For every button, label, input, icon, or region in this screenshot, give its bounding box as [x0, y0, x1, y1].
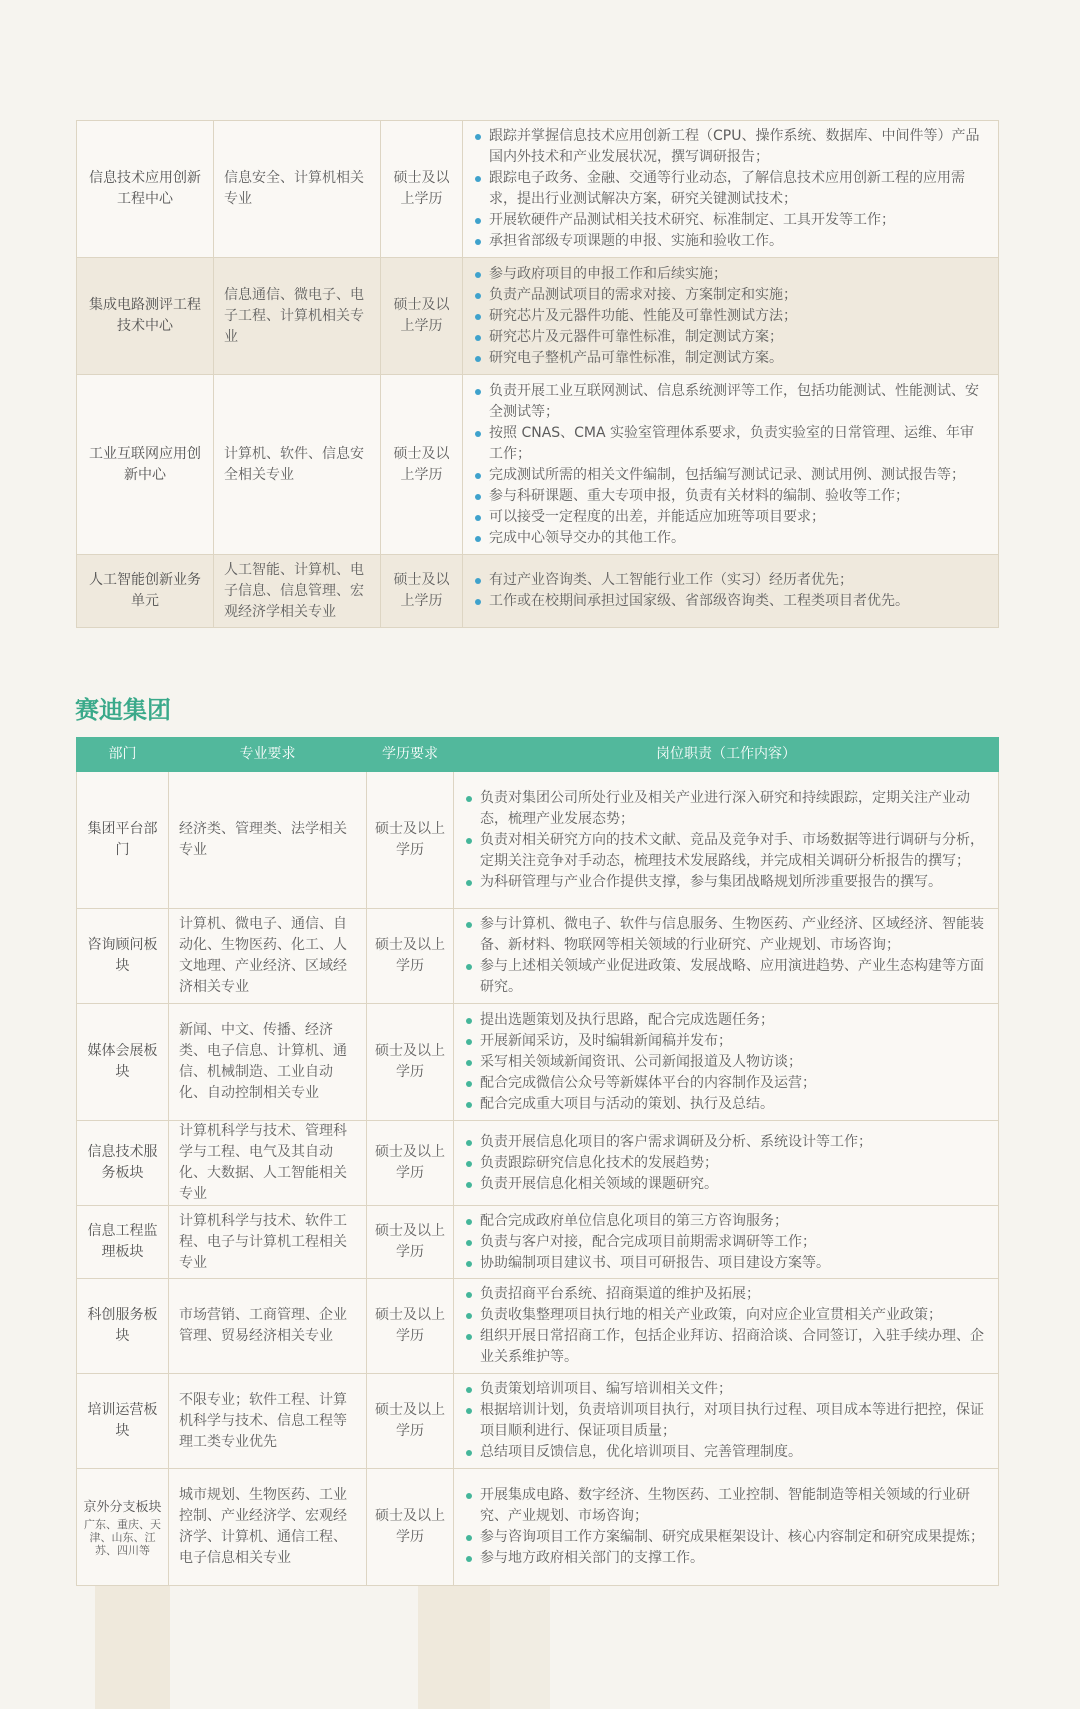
duty-text: 负责产品测试项目的需求对接、方案制定和实施；	[489, 286, 797, 303]
duty-item	[475, 210, 986, 231]
duty-text: 可以接受一定程度的出差，并能适应加班等项目要求；	[489, 508, 825, 525]
major-requirement: 信息通信、微电子、电子工程、计算机相关专业	[214, 258, 381, 375]
header-duty: 岗位职责（工作内容）	[454, 738, 999, 772]
dept-cell	[77, 121, 214, 258]
duty-list	[475, 570, 986, 612]
bullet-dot-icon	[466, 1535, 472, 1541]
bullet-dot-icon	[466, 796, 472, 802]
dept-name: 集团平台部门	[87, 821, 158, 858]
duty-item	[466, 1132, 986, 1153]
duty-text: 开展集成电路、数字经济、生物医药、工业控制、智能制造等相关领域的行业研究、产业规划、市场咨询；	[480, 1487, 970, 1524]
duty-item	[466, 1253, 986, 1274]
table-row	[77, 555, 999, 628]
duty-item	[466, 1211, 986, 1232]
duty-cell	[454, 1279, 999, 1374]
duty-text: 根据培训计划，负责培训项目执行，对项目执行过程、项目成本等进行把控，保证项目顺利进行、保证项目质量；	[480, 1402, 984, 1439]
major-requirement: 计算机科学与技术、软件工程、电子与计算机工程相关专业	[169, 1206, 367, 1279]
duty-cell	[454, 1004, 999, 1121]
duty-list	[466, 1379, 986, 1463]
duty-item	[466, 1031, 986, 1052]
education-requirement: 硕士及以上学历	[381, 375, 463, 555]
duty-text: 负责招商平台系统、招商渠道的维护及拓展；	[480, 1286, 760, 1302]
duty-text: 参与上述相关领域产业促进政策、发展战略、应用演进趋势、产业生态构建等方面研究。	[480, 958, 984, 995]
duty-cell	[463, 375, 999, 555]
table-row	[77, 258, 999, 375]
duty-text: 负责开展信息化项目的客户需求调研及分析、系统设计等工作；	[480, 1133, 872, 1150]
duty-list	[475, 126, 986, 252]
duty-item	[475, 507, 986, 528]
duty-text: 配合完成政府单位信息化项目的第三方咨询服务；	[480, 1212, 788, 1229]
duty-item	[466, 1052, 986, 1073]
table-row	[77, 909, 999, 1004]
dept-name: 信息技术应用创新工程中心	[89, 170, 201, 207]
duty-text: 研究电子整机产品可靠性标准，制定测试方案。	[489, 349, 783, 366]
duty-item	[475, 327, 986, 348]
dept-name: 京外分支板块	[83, 1499, 162, 1515]
bullet-dot-icon	[475, 314, 481, 320]
job-table-research-centers	[76, 120, 999, 628]
bullet-dot-icon	[475, 389, 481, 395]
duty-item	[466, 1379, 986, 1400]
duty-list	[466, 1010, 986, 1115]
dept-cell	[77, 1121, 169, 1206]
duty-cell	[454, 1374, 999, 1469]
education-requirement: 硕士及以上学历	[367, 1121, 454, 1206]
duty-text: 负责策划培训项目、编写培训相关文件；	[480, 1381, 732, 1397]
table-row	[77, 772, 999, 909]
major-requirement: 经济类、管理类、法学相关专业	[169, 772, 367, 909]
dept-cell	[77, 1374, 169, 1469]
bullet-dot-icon	[466, 1182, 472, 1188]
duty-item	[475, 486, 986, 507]
duty-item	[466, 1548, 986, 1569]
duty-text: 参与科研课题、重大专项申报，负责有关材料的编制、验收等工作；	[489, 487, 909, 504]
duty-item	[475, 528, 986, 549]
dept-locations: 广东、重庆、天津、山东、江苏、四川等	[84, 1517, 161, 1557]
table-row	[77, 1279, 999, 1374]
bullet-dot-icon	[475, 536, 481, 542]
duty-text: 负责对相关研究方向的技术文献、竞品及竞争对手、市场数据等进行调研与分析，定期关注竞争对手动态，梳理技术发展路线，并完成相关调研分析报告的撰写；	[480, 831, 984, 869]
duty-item	[466, 914, 986, 956]
duty-item	[466, 872, 986, 893]
bullet-dot-icon	[466, 1408, 472, 1414]
duty-item	[475, 381, 986, 423]
duty-item	[475, 591, 986, 612]
duty-item	[466, 1400, 986, 1442]
dept-name: 培训运营板块	[87, 1402, 158, 1439]
major-requirement: 城市规划、生物医药、工业控制、产业经济学、宏观经济学、计算机、通信工程、电子信息相关专业	[169, 1469, 367, 1586]
duty-item	[466, 1326, 986, 1368]
duty-text: 跟踪并掌握信息技术应用创新工程（CPU、操作系统、数据库、中间件等）产品国内外技术和产业发展状况，撰写调研报告；	[489, 128, 980, 165]
duty-item	[466, 788, 986, 830]
duty-list	[466, 914, 986, 998]
table-body	[77, 121, 999, 628]
duty-text: 承担省部级专项课题的申报、实施和验收工作。	[489, 233, 783, 249]
education-requirement: 硕士及以上学历	[367, 1279, 454, 1374]
dept-cell	[77, 909, 169, 1004]
header-dept: 部门	[77, 738, 169, 772]
duty-text: 研究芯片及元器件功能、性能及可靠性测试方法；	[489, 307, 797, 324]
duty-text: 负责开展工业互联网测试、信息系统测评等工作，包括功能测试、性能测试、安全测试等；	[489, 382, 979, 420]
duty-text: 按照 CNAS、CMA 实验室管理体系要求，负责实验室的日常管理、运维、年审工作；	[489, 424, 975, 462]
duty-text: 工作或在校期间承担过国家级、省部级咨询类、工程类项目者优先。	[489, 593, 909, 609]
duty-item	[475, 465, 986, 486]
duty-text: 配合完成微信公众号等新媒体平台的内容制作及运营；	[480, 1074, 816, 1091]
table-row	[77, 1374, 999, 1469]
duty-text: 采写相关领域新闻资讯、公司新闻报道及人物访谈；	[480, 1053, 802, 1070]
duty-text: 参与政府项目的申报工作和后续实施；	[489, 265, 727, 282]
dept-cell	[77, 772, 169, 909]
header-edu: 学历要求	[367, 738, 454, 772]
education-requirement: 硕士及以上学历	[367, 1374, 454, 1469]
duty-text: 参与计算机、微电子、软件与信息服务、生物医药、产业经济、区域经济、智能装备、新材料、物联网等相关领域的行业研究、产业规划、市场咨询；	[480, 916, 984, 953]
bullet-dot-icon	[466, 1556, 472, 1562]
duty-item	[466, 1174, 986, 1195]
bullet-dot-icon	[466, 964, 472, 970]
duty-text: 负责跟踪研究信息化技术的发展趋势；	[480, 1154, 718, 1171]
duty-text: 为科研管理与产业合作提供支撑，参与集团战略规划所涉重要报告的撰写。	[480, 873, 942, 890]
dept-cell	[77, 1279, 169, 1374]
bullet-dot-icon	[466, 1060, 472, 1066]
duty-item	[475, 570, 986, 591]
duty-text: 参与咨询项目工作方案编制、研究成果框架设计、核心内容制定和研究成果提炼；	[480, 1529, 984, 1545]
duty-list	[466, 788, 986, 893]
duty-list	[466, 1485, 986, 1569]
education-requirement: 硕士及以上学历	[367, 1469, 454, 1586]
bullet-dot-icon	[466, 1261, 472, 1267]
table-row	[77, 1121, 999, 1206]
duty-list	[466, 1132, 986, 1195]
dept-name: 人工智能创新业务单元	[89, 572, 201, 609]
dept-cell	[77, 555, 214, 628]
duty-item	[475, 231, 986, 252]
duty-item	[466, 1442, 986, 1463]
duty-item	[475, 264, 986, 285]
duty-item	[466, 1094, 986, 1115]
dept-name: 信息技术服务板块	[87, 1144, 158, 1181]
duty-text: 组织开展日常招商工作，包括企业拜访、招商洽谈、合同签订，入驻手续办理、企业关系维护等。	[480, 1328, 984, 1365]
duty-list	[466, 1284, 986, 1368]
education-requirement: 硕士及以上学历	[367, 909, 454, 1004]
bullet-dot-icon	[466, 1334, 472, 1340]
bullet-dot-icon	[475, 515, 481, 521]
duty-cell	[463, 258, 999, 375]
education-requirement: 硕士及以上学历	[367, 1206, 454, 1279]
bullet-dot-icon	[466, 1313, 472, 1319]
bullet-dot-icon	[466, 1387, 472, 1393]
dept-cell	[77, 1206, 169, 1279]
dept-cell	[77, 375, 214, 555]
bullet-dot-icon	[466, 1140, 472, 1146]
bullet-dot-icon	[466, 922, 472, 928]
dept-cell	[77, 1469, 169, 1586]
duty-list	[475, 381, 986, 549]
major-requirement: 计算机、软件、信息安全相关专业	[214, 375, 381, 555]
major-requirement: 不限专业；软件工程、计算机科学与技术、信息工程等理工类专业优先	[169, 1374, 367, 1469]
bullet-dot-icon	[475, 599, 481, 605]
education-requirement: 硕士及以上学历	[381, 555, 463, 628]
bullet-dot-icon	[466, 1240, 472, 1246]
table-row	[77, 375, 999, 555]
major-requirement: 计算机、微电子、通信、自动化、生物医药、化工、人文地理、产业经济、区域经济相关专业	[169, 909, 367, 1004]
duty-text: 完成中心领导交办的其他工作。	[489, 529, 685, 546]
duty-text: 完成测试所需的相关文件编制，包括编写测试记录、测试用例、测试报告等；	[489, 466, 965, 483]
bullet-dot-icon	[475, 335, 481, 341]
dept-cell	[77, 1004, 169, 1121]
duty-cell	[463, 121, 999, 258]
header-major: 专业要求	[169, 738, 367, 772]
education-requirement: 硕士及以上学历	[381, 121, 463, 258]
duty-text: 总结项目反馈信息，优化培训项目、完善管理制度。	[480, 1444, 802, 1460]
bullet-dot-icon	[466, 1018, 472, 1024]
duty-list	[475, 264, 986, 369]
duty-item	[466, 830, 986, 872]
duty-item	[466, 956, 986, 998]
bullet-dot-icon	[466, 1039, 472, 1045]
duty-text: 提出选题策划及执行思路，配合完成选题任务；	[480, 1011, 774, 1028]
duty-cell	[463, 555, 999, 628]
duty-text: 负责开展信息化相关领域的课题研究。	[480, 1175, 718, 1192]
bullet-dot-icon	[475, 176, 481, 182]
education-requirement: 硕士及以上学历	[381, 258, 463, 375]
table-row	[77, 1206, 999, 1279]
bullet-dot-icon	[475, 356, 481, 362]
dept-name: 媒体会展板块	[87, 1043, 158, 1080]
bullet-dot-icon	[475, 218, 481, 224]
duty-item	[466, 1485, 986, 1527]
bullet-dot-icon	[475, 272, 481, 278]
major-requirement: 人工智能、计算机、电子信息、信息管理、宏观经济学相关专业	[214, 555, 381, 628]
table-header-row	[77, 738, 999, 772]
bullet-dot-icon	[466, 1493, 472, 1499]
bullet-dot-icon	[475, 494, 481, 500]
dept-name: 科创服务板块	[87, 1307, 158, 1344]
major-requirement: 计算机科学与技术、管理科学与工程、电气及其自动化、大数据、人工智能相关专业	[169, 1121, 367, 1206]
duty-item	[466, 1527, 986, 1548]
table-row	[77, 1004, 999, 1121]
bullet-dot-icon	[475, 134, 481, 140]
dept-cell	[77, 258, 214, 375]
bullet-dot-icon	[466, 1081, 472, 1087]
duty-item	[475, 126, 986, 168]
major-requirement: 新闻、中文、传播、经济类、电子信息、计算机、通信、机械制造、工业自动化、自动控制相关专业	[169, 1004, 367, 1121]
bullet-dot-icon	[466, 1161, 472, 1167]
duty-list	[466, 1211, 986, 1274]
major-requirement: 市场营销、工商管理、企业管理、贸易经济相关专业	[169, 1279, 367, 1374]
bullet-dot-icon	[466, 1450, 472, 1456]
duty-cell	[454, 909, 999, 1004]
dept-name: 集成电路测评工程技术中心	[89, 297, 201, 334]
duty-item	[466, 1305, 986, 1326]
duty-item	[475, 306, 986, 327]
duty-text: 协助编制项目建议书、项目可研报告、项目建设方案等。	[480, 1254, 830, 1271]
duty-item	[475, 285, 986, 306]
dept-name: 信息工程监理板块	[87, 1223, 158, 1260]
duty-text: 参与地方政府相关部门的支撑工作。	[480, 1550, 704, 1566]
duty-cell	[454, 772, 999, 909]
duty-item	[466, 1232, 986, 1253]
education-requirement: 硕士及以上学历	[367, 1004, 454, 1121]
table-row	[77, 1469, 999, 1586]
duty-item	[466, 1153, 986, 1174]
duty-text: 负责收集整理项目执行地的相关产业政策，向对应企业宣贯相关产业政策；	[480, 1307, 942, 1323]
duty-cell	[454, 1121, 999, 1206]
bullet-dot-icon	[475, 239, 481, 245]
dept-name: 咨询顾问板块	[87, 937, 158, 974]
duty-item	[466, 1073, 986, 1094]
bullet-dot-icon	[466, 838, 472, 844]
section-title: 赛迪集团	[75, 696, 171, 724]
duty-text: 有过产业咨询类、人工智能行业工作（实习）经历者优先；	[489, 572, 853, 588]
job-table-ccid-group	[76, 737, 999, 1586]
duty-text: 配合完成重大项目与活动的策划、执行及总结。	[480, 1095, 774, 1112]
duty-item	[475, 348, 986, 369]
duty-text: 负责对集团公司所处行业及相关产业进行深入研究和持续跟踪，定期关注产业动态，梳理产业发展态势；	[480, 789, 970, 827]
duty-text: 开展新闻采访，及时编辑新闻稿并发布；	[480, 1032, 732, 1049]
dept-name: 工业互联网应用创新中心	[89, 445, 201, 483]
table-row	[77, 121, 999, 258]
duty-text: 开展软硬件产品测试相关技术研究、标准制定、工具开发等工作；	[489, 212, 895, 228]
bullet-dot-icon	[475, 431, 481, 437]
bullet-dot-icon	[475, 473, 481, 479]
bullet-dot-icon	[475, 578, 481, 584]
bullet-dot-icon	[466, 1219, 472, 1225]
bullet-dot-icon	[466, 1102, 472, 1108]
duty-cell	[454, 1469, 999, 1586]
bullet-dot-icon	[466, 880, 472, 886]
duty-item	[466, 1010, 986, 1031]
duty-item	[475, 423, 986, 465]
duty-cell	[454, 1206, 999, 1279]
bullet-dot-icon	[475, 293, 481, 299]
duty-item	[466, 1284, 986, 1305]
duty-text: 研究芯片及元器件可靠性标准，制定测试方案；	[489, 328, 783, 345]
table-body	[77, 772, 999, 1586]
major-requirement: 信息安全、计算机相关专业	[214, 121, 381, 258]
education-requirement: 硕士及以上学历	[367, 772, 454, 909]
duty-text: 负责与客户对接，配合完成项目前期需求调研等工作；	[480, 1233, 816, 1250]
bullet-dot-icon	[466, 1292, 472, 1298]
duty-item	[475, 168, 986, 210]
duty-text: 跟踪电子政务、金融、交通等行业动态，了解信息技术应用创新工程的应用需求，提出行业测试解决方案，研究关键测试技术；	[489, 170, 965, 207]
